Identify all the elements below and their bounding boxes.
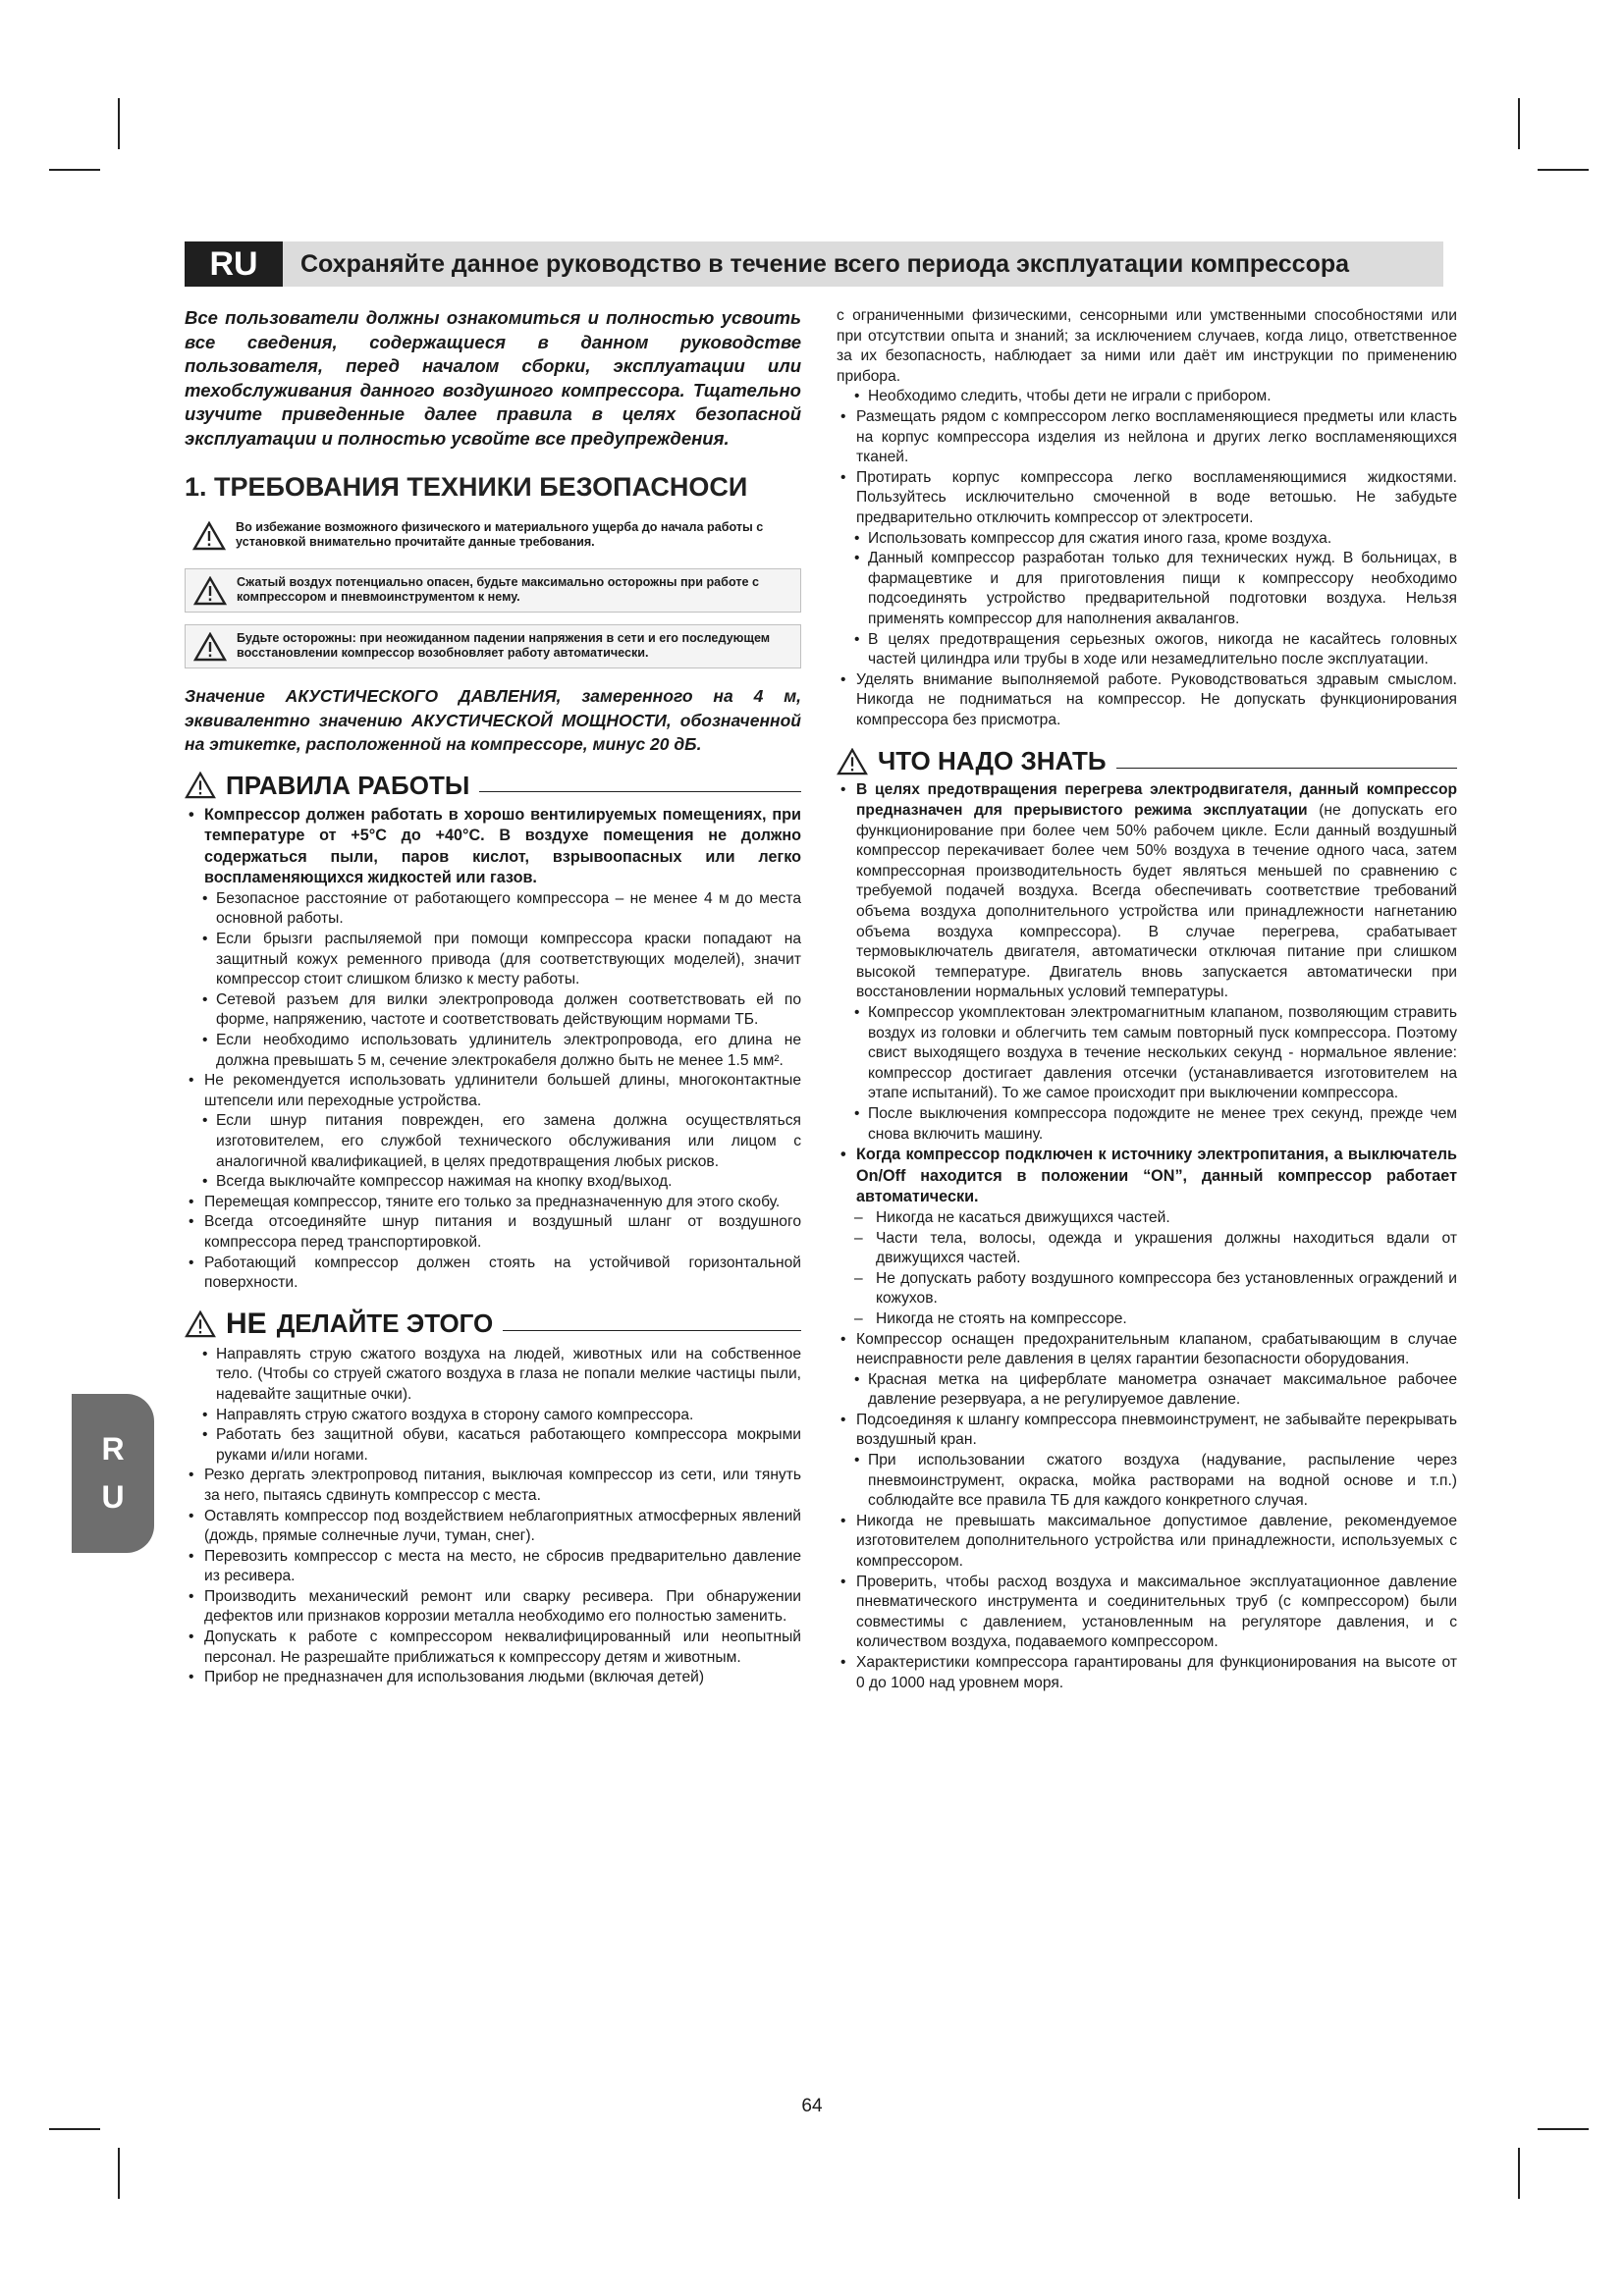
list-item: • Оставлять компрессор под воздействием неблагоприятных атмосферных явлений (дождь, прямые солнечные лучи, туман, снег). xyxy=(185,1507,801,1547)
header-bar xyxy=(185,241,1443,287)
lead-rest: (не допускать его функционирование при более чем 50% рабочем цикле. Если данный воздушный компрессор перекачивает более чем 50% воздуха в течение одного часа, затем компрессорная производительность будет являться меньшей по сравнению с требуемой подачей воздуха. Всегда обеспечивать соответствие требований объема воздуха дополнительного устройства или принадлежности нагнетанию объема воздуха компрессора). В случае перегрева, срабатывает термовыключатель двигателя, автоматически отключая питание при слишком высокой температуре. Двигатель вновь запускается автоматически при восстановлении нормальных условий температуры. xyxy=(856,802,1457,1001)
list-item: • Прибор не предназначен для использования людьми (включая детей) xyxy=(185,1668,801,1688)
page-number: 64 xyxy=(801,2096,823,2116)
dont-heading xyxy=(185,1308,801,1341)
warning-box xyxy=(185,514,801,557)
heading-rule xyxy=(503,1317,801,1331)
warning-box xyxy=(185,624,801,668)
list-item: • Резко дергать электропровод питания, выключая компрессор из сети, или тянуть за него, пытаясь сдвинуть компрессор с места. xyxy=(185,1466,801,1506)
list-item: • Перевозить компрессор с места на место, не сбросив предварительно давление из ресивера. xyxy=(185,1547,801,1587)
list-item: • Работающий компрессор должен стоять на устойчивой горизонтальной поверхности. xyxy=(185,1254,801,1294)
list-item: • Использовать компрессор для сжатия иного газа, кроме воздуха. xyxy=(837,529,1457,550)
list-item: • Производить механический ремонт или сварку ресивера. При обнаружении дефектов или признаков коррозии металла необходимо его полностью заменить. xyxy=(185,1587,801,1628)
crop-mark xyxy=(49,169,100,171)
dash-item: – Никогда не касаться движущихся частей. xyxy=(837,1208,1457,1229)
list-item: • После выключения компрессора подождите не менее трех секунд, прежде чем снова включить машину. xyxy=(837,1104,1457,1145)
right-column xyxy=(837,306,1457,1693)
list-item: • Если необходимо использовать удлинитель электропровода, его длина не должна превышать 5 м, сечение электрокабеля должно быть не менее 1.5 мм². xyxy=(185,1031,801,1071)
warning-box xyxy=(185,568,801,613)
warning-triangle-icon xyxy=(192,521,226,551)
side-tab-letter: U xyxy=(101,1479,125,1515)
dont-title-big: НЕ xyxy=(226,1307,267,1340)
list-item: • Безопасное расстояние от работающего компрессора – не менее 4 м до места основной работы. xyxy=(185,889,801,930)
list-item: • Когда компрессор подключен к источнику электропитания, а выключатель On/Off находится в положении “ON”, данный компрессор работает автоматически. xyxy=(837,1145,1457,1208)
list-item: • Перемещая компрессор, тяните его только за предназначенную для этого скобу. xyxy=(185,1193,801,1213)
language-side-tab xyxy=(72,1394,154,1553)
list-item: • Необходимо следить, чтобы дети не играли с прибором. xyxy=(837,387,1457,407)
list-item: • Никогда не превышать максимальное допустимое давление, рекомендуемое изготовителем дополнительного устройства или принадлежности, используемых с компрессором. xyxy=(837,1512,1457,1573)
list-item: • Если брызги распыляемой при помощи компрессора краски попадают на защитный кожух ременного привода (для соответствующих моделей), значит компрессор стоит слишком близко к месту работы. xyxy=(185,930,801,990)
warning-triangle-icon xyxy=(193,632,227,662)
crop-mark xyxy=(1518,2148,1520,2199)
list-item: • Данный компрессор разработан только для технических нужд. В больницах, в фармацевтике и для приготовления пищи к компрессору необходимо подсоединять устройство предварительной подготовки воздуха. Нельзя применять компрессор для наполнения аквалангов. xyxy=(837,549,1457,629)
warning-triangle-icon xyxy=(193,576,227,606)
rules-heading xyxy=(185,771,801,801)
list-item: • Направлять струю сжатого воздуха на людей, животных или на собственное тело. (Чтобы со струей сжатого воздуха в глаза не попали мелкие частицы пыли, надевайте защитные очки). xyxy=(185,1345,801,1406)
list-item: • Компрессор должен работать в хорошо вентилируемых помещениях, при температуре от +5°C до +40°C. В воздухе помещения не должно содержаться пыли, паров кислот, взрывоопасных или легко воспламеняющихся жидкостей или газов. xyxy=(185,805,801,889)
language-badge: RU xyxy=(185,241,283,287)
list-item: • Компрессор укомплектован электромагнитным клапаном, позволяющим стравить воздух из головки и облегчить тем самым повторный пуск компрессора. Поэтому свист выходящего воздуха в течение нескольких секунд - нормальное явление: компрессор достигает давления отсечки (устанавливается изготовителем на этапе испытаний). То же самое происходит при выключении компрессора. xyxy=(837,1003,1457,1104)
list-item: • Допускать к работе с компрессором неквалифицированный или неопытный персонал. Не разрешайте приближаться к компрессору детям и животным. xyxy=(185,1628,801,1668)
section-title: 1. ТРЕБОВАНИЯ ТЕХНИКИ БЕЗОПАСНОСИ xyxy=(185,472,748,502)
list-item: • Направлять струю сжатого воздуха в сторону самого компрессора. xyxy=(185,1406,801,1426)
list-item: • Не рекомендуется использовать удлинители большей длины, многоконтактные штепсели или переходные устройства. xyxy=(185,1071,801,1111)
list-item: • Если шнур питания поврежден, его замена должна осуществляться изготовителем, его службой технического обслуживания или лицом с аналогичной квалификацией, в целях предотвращения любых рисков. xyxy=(185,1111,801,1172)
list-item: • Характеристики компрессора гарантированы для функционирования на высоте от 0 до 1000 над уровнем моря. xyxy=(837,1653,1457,1693)
crop-mark xyxy=(1538,2128,1589,2130)
list-item: • Компрессор оснащен предохранительным клапаном, срабатывающим в случае неисправности реле давления в целях гарантии безопасности оборудования. xyxy=(837,1330,1457,1370)
left-column xyxy=(185,306,801,1688)
warning-triangle-icon xyxy=(185,772,216,799)
crop-mark xyxy=(118,2148,120,2199)
list-item: • В целях предотвращения серьезных ожогов, никогда не касайтесь головных частей цилиндра или трубы в ходе или незамедлительно после эксплуатации. xyxy=(837,630,1457,670)
list-item: • Протирать корпус компрессора легко воспламеняющимися жидкостями. Пользуйтесь исключительно смоченной в воде ветошью. Не забудьте предварительно отключить компрессор от электросети. xyxy=(837,468,1457,529)
crop-mark xyxy=(118,98,120,149)
list-item: • Всегда выключайте компрессор нажимая на кнопку вход/выход. xyxy=(185,1172,801,1193)
warning-text: Во избежание возможного физического и материального ущерба до начала работы с установкой внимательно прочитайте данные требования. xyxy=(236,520,764,549)
heading-rule xyxy=(479,778,801,792)
acoustic-note: Значение АКУСТИЧЕСКОГО ДАВЛЕНИЯ, замеренного на 4 м, эквивалентно значению АКУСТИЧЕСКОЙ МОЩНОСТИ, обозначенной на этикетке, расположенной на компрессоре, минус 20 дБ. xyxy=(185,686,801,754)
crop-mark xyxy=(1538,169,1589,171)
know-heading xyxy=(837,746,1457,776)
intro-text: Все пользователи должны ознакомиться и полностью усвоить все сведения, содержащиеся в данном руководстве пользователя, перед началом сборки, эксплуатации или техобслуживания данного воздушного компрессора. Тщательно изучите приведенные далее правила в целях безопасной эксплуатации и полностью усвойте все предупреждения. xyxy=(185,307,801,449)
list-item: • Уделять внимание выполняемой работе. Руководствоваться здравым смыслом. Никогда не подниматься на компрессор. Не допускать функционирования компрессора без присмотра. xyxy=(837,670,1457,731)
warning-triangle-icon xyxy=(185,1310,216,1338)
list-item: • Работать без защитной обуви, касаться работающего компрессора мокрыми руками и/или ногами. xyxy=(185,1425,801,1466)
know-title: ЧТО НАДО ЗНАТЬ xyxy=(878,746,1107,776)
dash-item: – Части тела, волосы, одежда и украшения должны находиться вдали от движущихся частей. xyxy=(837,1229,1457,1269)
crop-mark xyxy=(49,2128,100,2130)
lead-bold: В целях предотвращения перегрева электродвигателя, данный компрессор предназначен для прерывистого режима эксплуатации xyxy=(856,781,1457,820)
list-item: • Проверить, чтобы расход воздуха и максимальное эксплуатационное давление пневматического инструмента и соединительных труб (с компрессором) были совместимы с давлением, установленным на регуляторе давления, и с количеством воздуха, подаваемого компрессором. xyxy=(837,1573,1457,1653)
dash-item: – Не допускать работу воздушного компрессора без установленных ограждений и кожухов. xyxy=(837,1269,1457,1309)
list-item xyxy=(837,780,1457,1003)
paragraph: с ограниченными физическими, сенсорными или умственными способностями или при отсутствии опыта и знаний; за исключением случаев, когда лицо, ответственное за их безопасность, наблюдает за ними или даёт им инструкции по применению прибора. xyxy=(837,307,1457,385)
list-item: • Сетевой разъем для вилки электропровода должен соответствовать ей по форме, напряжению, частоте и соответствовать действующим нормами ТБ. xyxy=(185,990,801,1031)
warning-text: Сжатый воздух потенциально опасен, будьте максимально осторожны при работе с компрессором и пневмоинструментом к нему. xyxy=(237,575,760,604)
side-tab-letter: R xyxy=(101,1431,125,1467)
warning-text: Будьте осторожны: при неожиданном падении напряжения в сети и его последующем восстановлении компрессор возобновляет работу автоматически. xyxy=(237,631,771,660)
crop-mark xyxy=(1518,98,1520,149)
list-item: • При использовании сжатого воздуха (надувание, распыление через пневмоинструмент, окраска, мойка растворами на водной основе и т.п.) соблюдайте все правила ТБ для каждого конкретного случая. xyxy=(837,1451,1457,1512)
heading-rule xyxy=(1116,755,1457,769)
list-item: • Всегда отсоединяйте шнур питания и воздушный шланг от воздушного компрессора перед транспортировкой. xyxy=(185,1212,801,1253)
list-item: • Размещать рядом с компрессором легко воспламеняющиеся предметы или класть на корпус компрессора изделия из нейлона и других легко воспламеняющихся тканей. xyxy=(837,407,1457,468)
dash-item: – Никогда не стоять на компрессоре. xyxy=(837,1309,1457,1330)
dont-title-rest: ДЕЛАЙТЕ ЭТОГО xyxy=(276,1308,494,1339)
list-item: • Подсоединяя к шлангу компрессора пневмоинструмент, не забывайте перекрывать воздушный кран. xyxy=(837,1411,1457,1451)
header-title: Сохраняйте данное руководство в течение всего периода эксплуатации компрессора xyxy=(300,250,1350,278)
list-item: • Красная метка на циферблате манометра означает максимальное рабочее давление резервуара, а не регулируемое давление. xyxy=(837,1370,1457,1411)
warning-triangle-icon xyxy=(837,748,868,775)
rules-title: ПРАВИЛА РАБОТЫ xyxy=(226,770,470,800)
